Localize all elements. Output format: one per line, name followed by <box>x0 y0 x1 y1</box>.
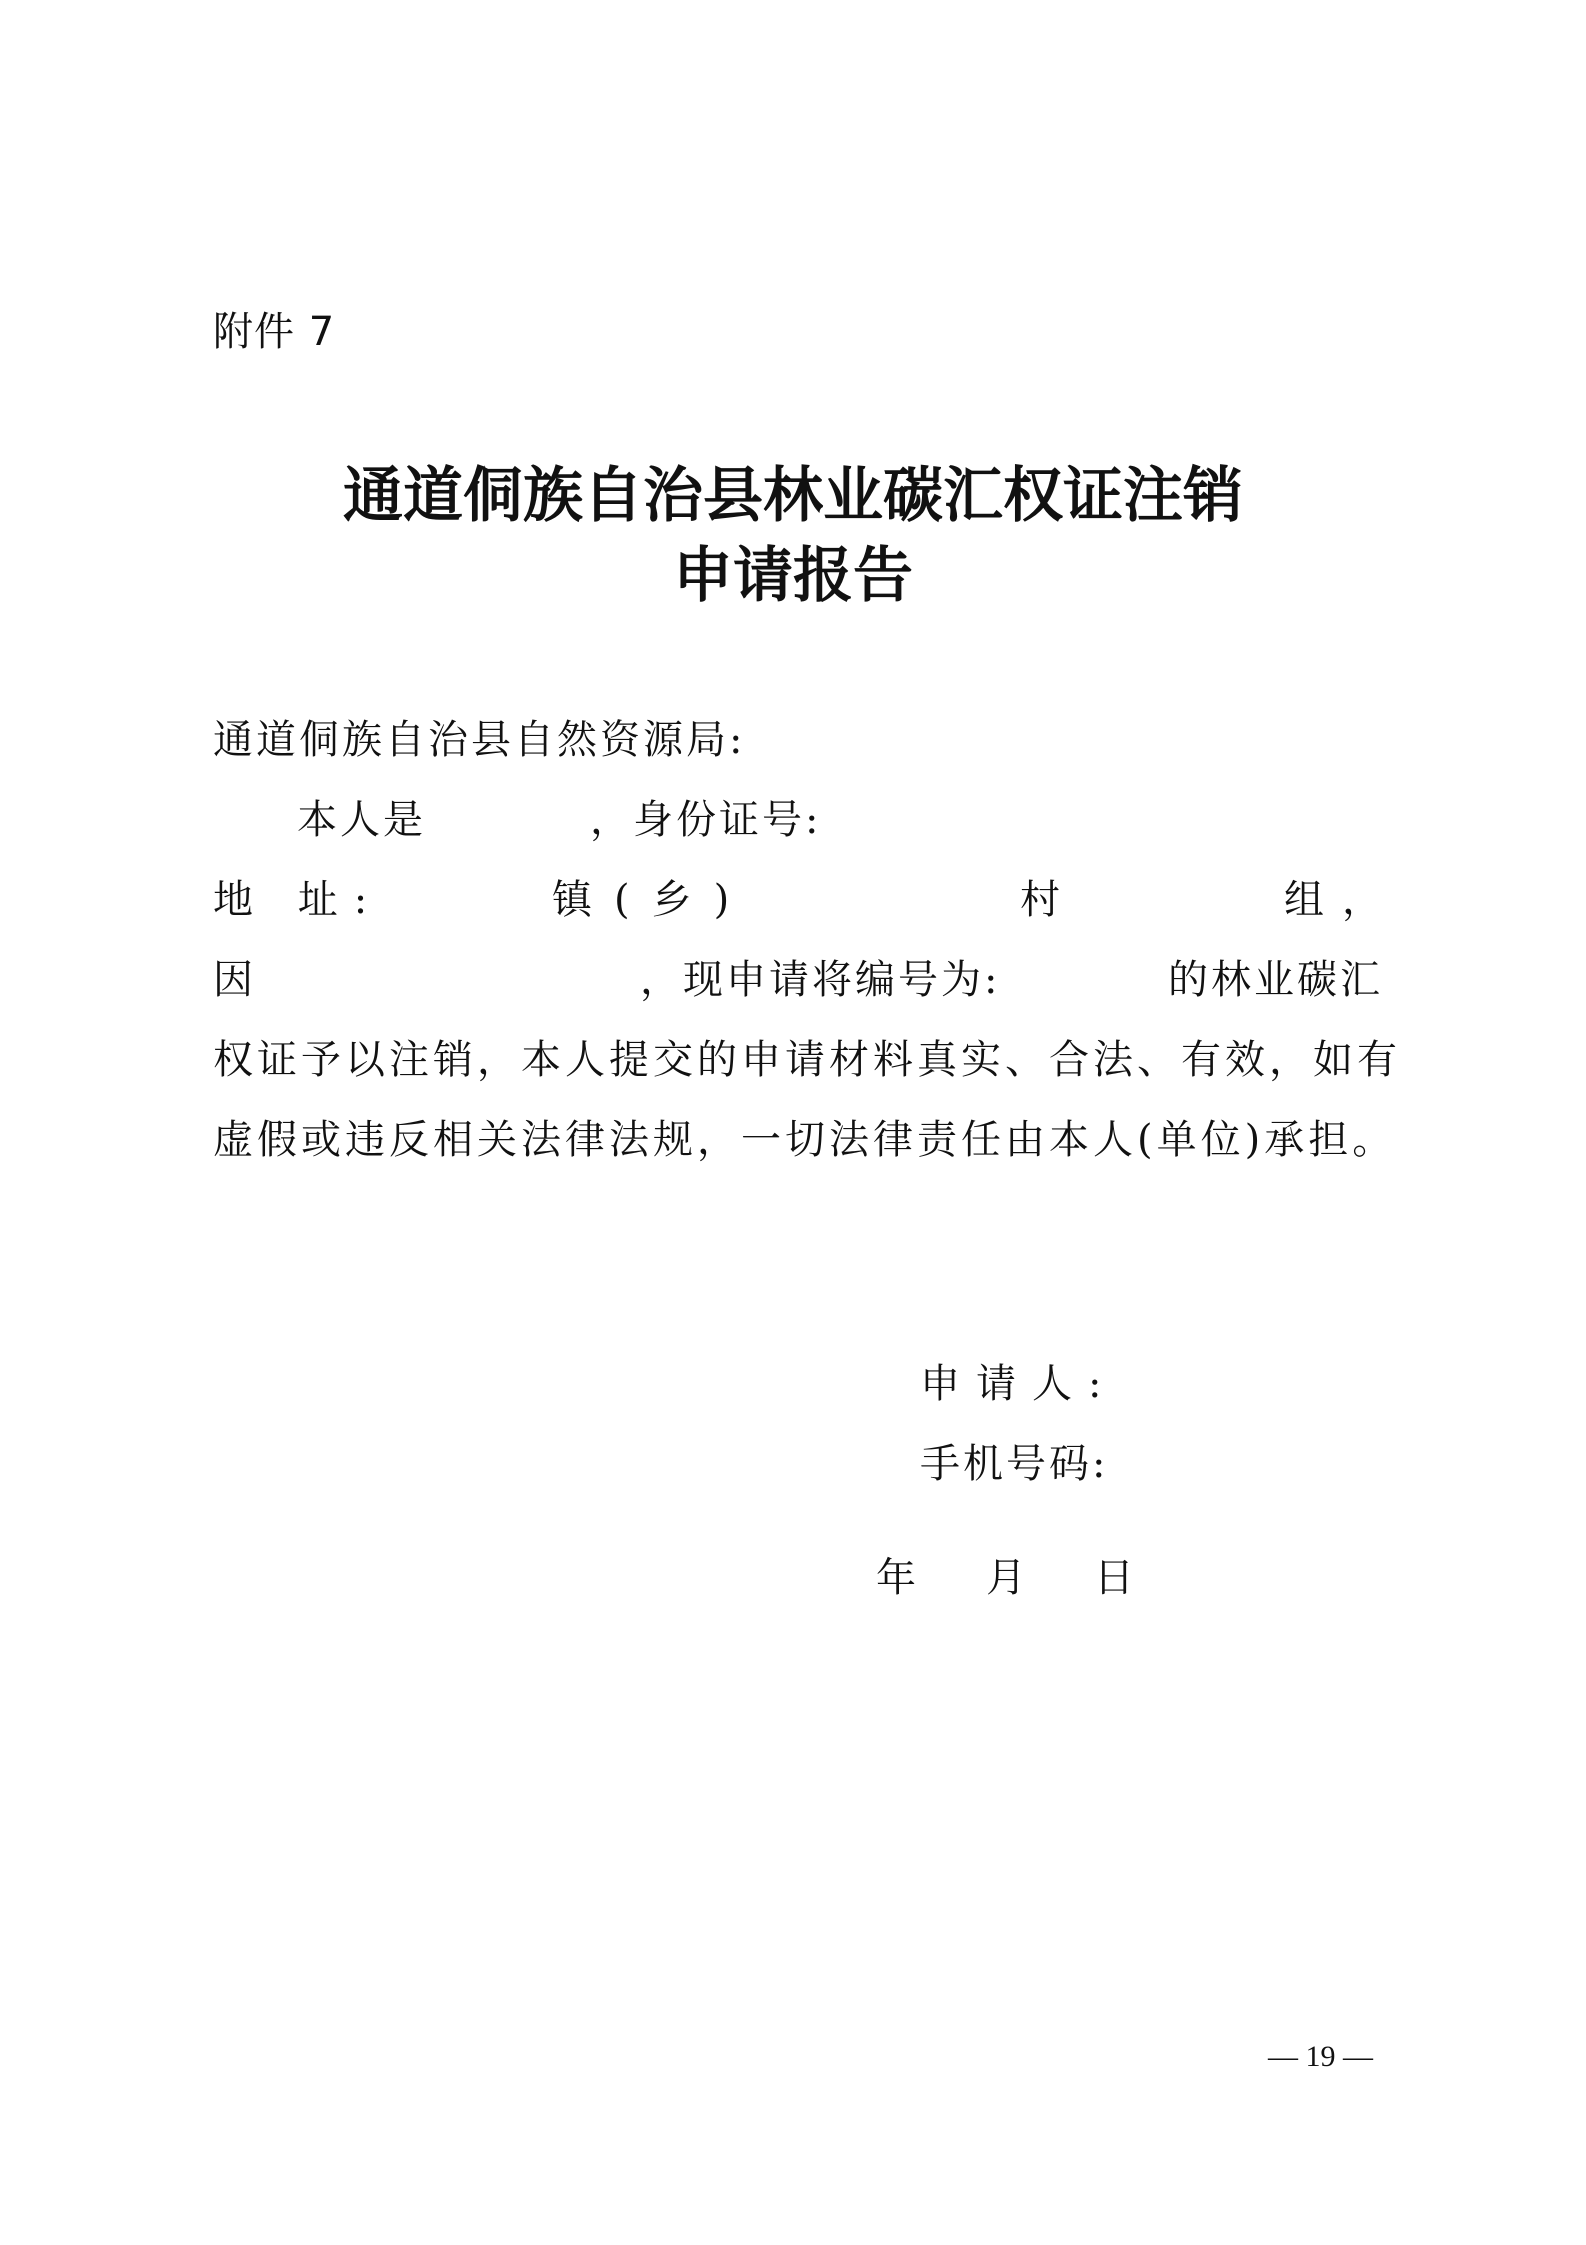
phone-label: 手机号码: <box>920 1441 1109 1487</box>
declaration-line-2: 虚假或违反相关法律法规，一切法律责任由本人(单位)承担。 <box>213 1117 1397 1163</box>
page-number: — 19 — <box>1268 2040 1373 2073</box>
declaration-line-1: 权证予以注销，本人提交的申请材料真实、合法、有效，如有 <box>213 1037 1401 1083</box>
apply-text: ，现申请将编号为: <box>640 957 1001 1003</box>
addressee: 通道侗族自治县自然资源局: <box>213 717 746 763</box>
reason-label: 因 <box>213 957 256 1003</box>
applicant-label: 申请人: <box>920 1361 1118 1407</box>
address-label: 地 址: <box>213 877 384 923</box>
attachment-label: 附件 7 <box>213 309 336 355</box>
village-label: 村 <box>1020 877 1063 923</box>
group-label: 组， <box>1284 877 1400 923</box>
date-year-label: 年 <box>876 1555 919 1601</box>
date-month-label: 月 <box>986 1555 1029 1601</box>
document-title-line2: 申请报告 <box>673 541 913 611</box>
id-number-label: ，身份证号: <box>590 797 822 843</box>
certificate-text: 的林业碳汇 <box>1168 957 1383 1003</box>
date-day-label: 日 <box>1094 1555 1137 1601</box>
town-label: 镇(乡) <box>552 877 752 923</box>
document-title-line1: 通道侗族自治县林业碳汇权证注销 <box>343 461 1243 531</box>
intro-text: 本人是 <box>297 797 426 843</box>
